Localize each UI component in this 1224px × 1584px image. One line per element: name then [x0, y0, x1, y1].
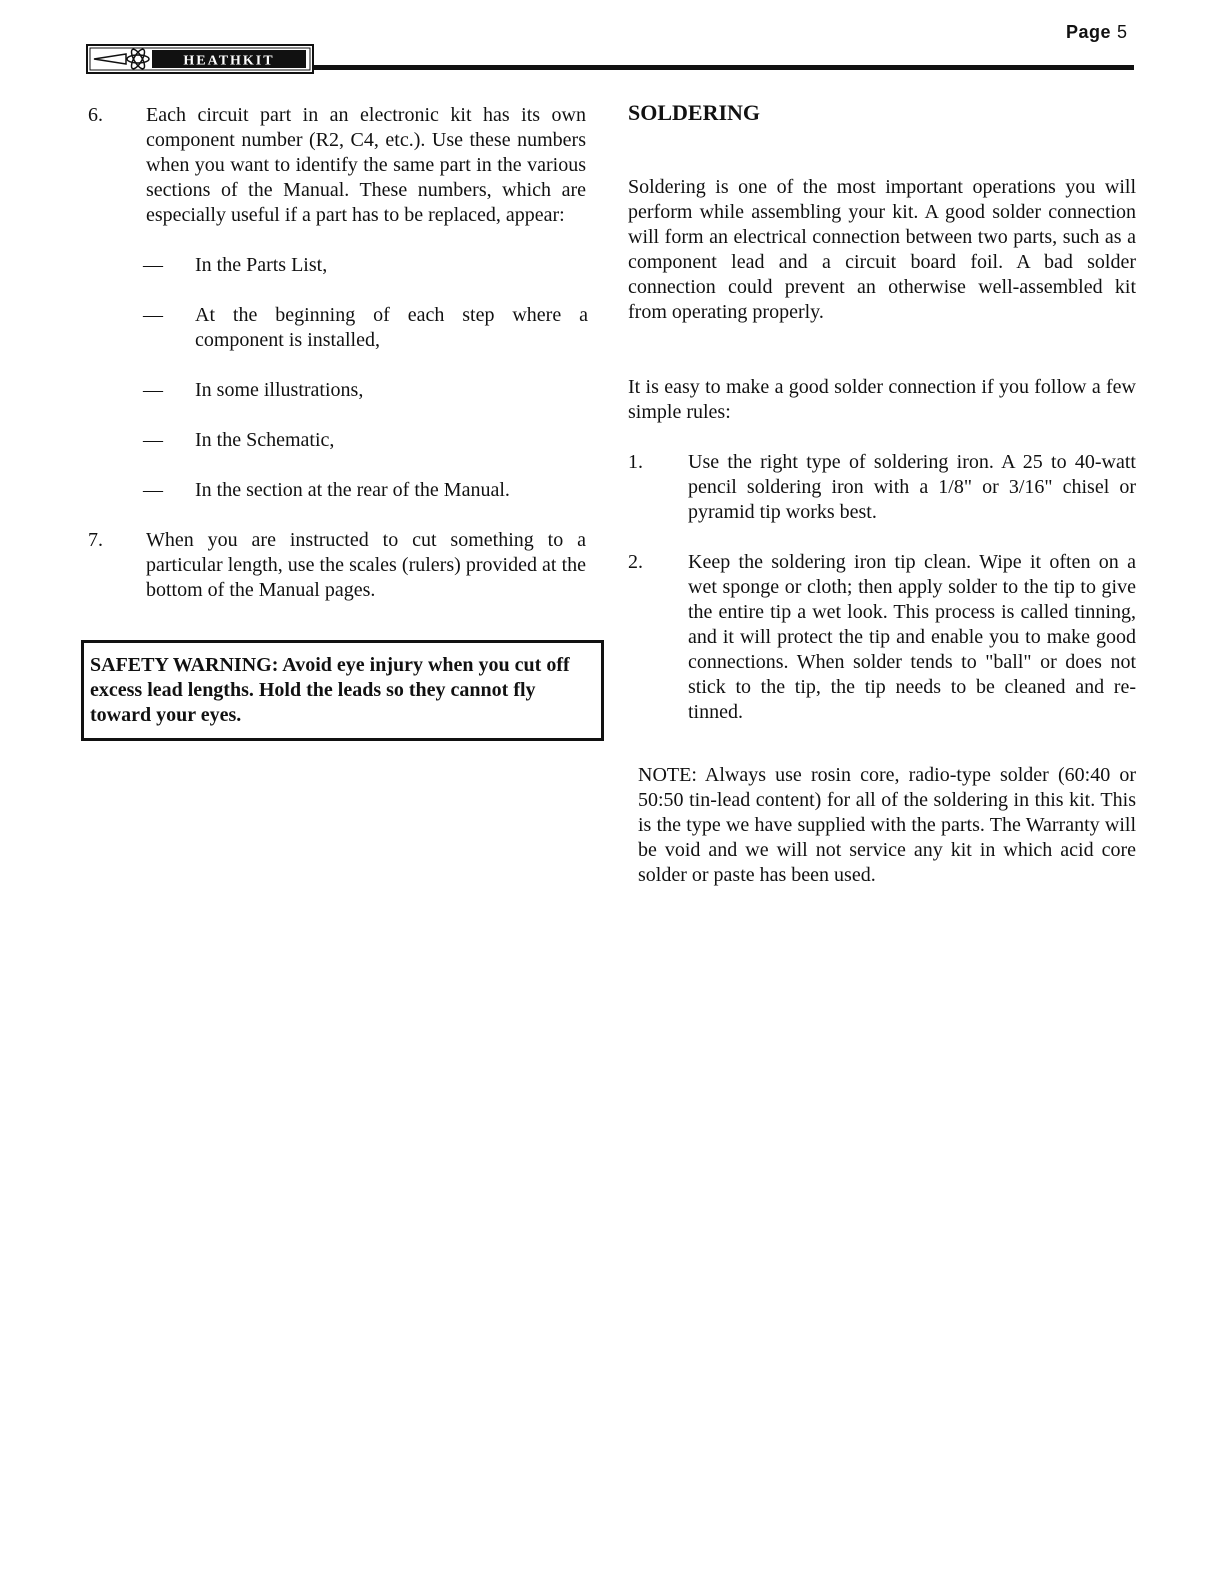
page-label: Page [1066, 22, 1112, 42]
item-number: 6. [88, 104, 103, 126]
atom-icon [127, 47, 149, 70]
bullet-item [143, 378, 588, 403]
item-text: Each circuit part in an electronic kit has its own component number (R2, C4, etc.). Use these numbers when you want to identify the same part in the various sections of the Manual. These numbers, which are especially useful if a part has to be replaced, appear: [146, 104, 586, 226]
rule-text: Use the right type of soldering iron. A 25 to 40-watt pencil soldering iron with a 1/8" or 3/16" chisel or pyramid tip works best. [688, 451, 1136, 523]
bullet-dash: — [143, 379, 163, 401]
bullet-text: In some illustrations, [195, 379, 364, 401]
safety-warning-box: SAFETY WARNING: Avoid eye injury when you cut off excess lead lengths. Hold the leads so they cannot fly toward your eyes. [81, 640, 604, 741]
bullet-item [143, 303, 588, 353]
rule-number: 1. [628, 451, 643, 473]
page-number-value: 5 [1117, 22, 1128, 42]
bullet-item [143, 478, 588, 503]
bullet-dash: — [143, 479, 163, 501]
list-item-6 [88, 103, 588, 228]
bullet-dash: — [143, 254, 163, 276]
bullet-text: In the Schematic, [195, 429, 335, 451]
bullet-item [143, 428, 588, 453]
bullet-text: In the Parts List, [195, 254, 328, 276]
rule-text: Keep the soldering iron tip clean. Wipe it often on a wet sponge or cloth; then apply solder to the tip to give the entire tip a wet look. This process is called tinning, and it will protect the tip and enable you to make good connections. When solder tends to "ball" or does not stick to the tip, the tip needs to be cleaned and re-tinned. [688, 551, 1136, 723]
section-heading: SOLDERING [628, 100, 761, 125]
left-column [88, 103, 588, 603]
list-item-7 [88, 528, 588, 603]
rule-item [628, 450, 1136, 525]
logo-text: HEATHKIT [183, 53, 275, 69]
item-text: When you are instructed to cut something to a particular length, use the scales (rulers) provided at the bottom of the Manual pages. [146, 529, 586, 601]
item-number: 7. [88, 529, 103, 551]
page-number [1066, 22, 1128, 43]
heathkit-logo [86, 44, 314, 74]
bullet-text: In the section at the rear of the Manual. [195, 479, 510, 501]
right-column [628, 100, 1136, 888]
bullet-item [143, 253, 588, 278]
bullet-text: At the beginning of each step where a component is installed, [195, 304, 588, 351]
rule-item [628, 550, 1136, 725]
rule-number: 2. [628, 551, 643, 573]
header-rule [314, 65, 1134, 70]
logo-arrow-icon [94, 54, 126, 64]
bullet-dash: — [143, 304, 163, 326]
note-paragraph: NOTE: Always use rosin core, radio-type solder (60:40 or 50:50 tin-lead content) for all of the soldering in this kit. This is the type we have supplied with the parts. The Warranty will be void and we will not service any kit in which acid core solder or paste has been used. [638, 764, 1136, 886]
intro-paragraph: Soldering is one of the most important operations you will perform while assembling your kit. A good solder connection will form an electrical connection between two parts, such as a component lead and a circuit board foil. A bad solder connection could prevent an otherwise well-assembled kit from operating properly. [628, 176, 1136, 323]
rules-intro: It is easy to make a good solder connection if you follow a few simple rules: [628, 376, 1136, 423]
bullet-dash: — [143, 429, 163, 451]
